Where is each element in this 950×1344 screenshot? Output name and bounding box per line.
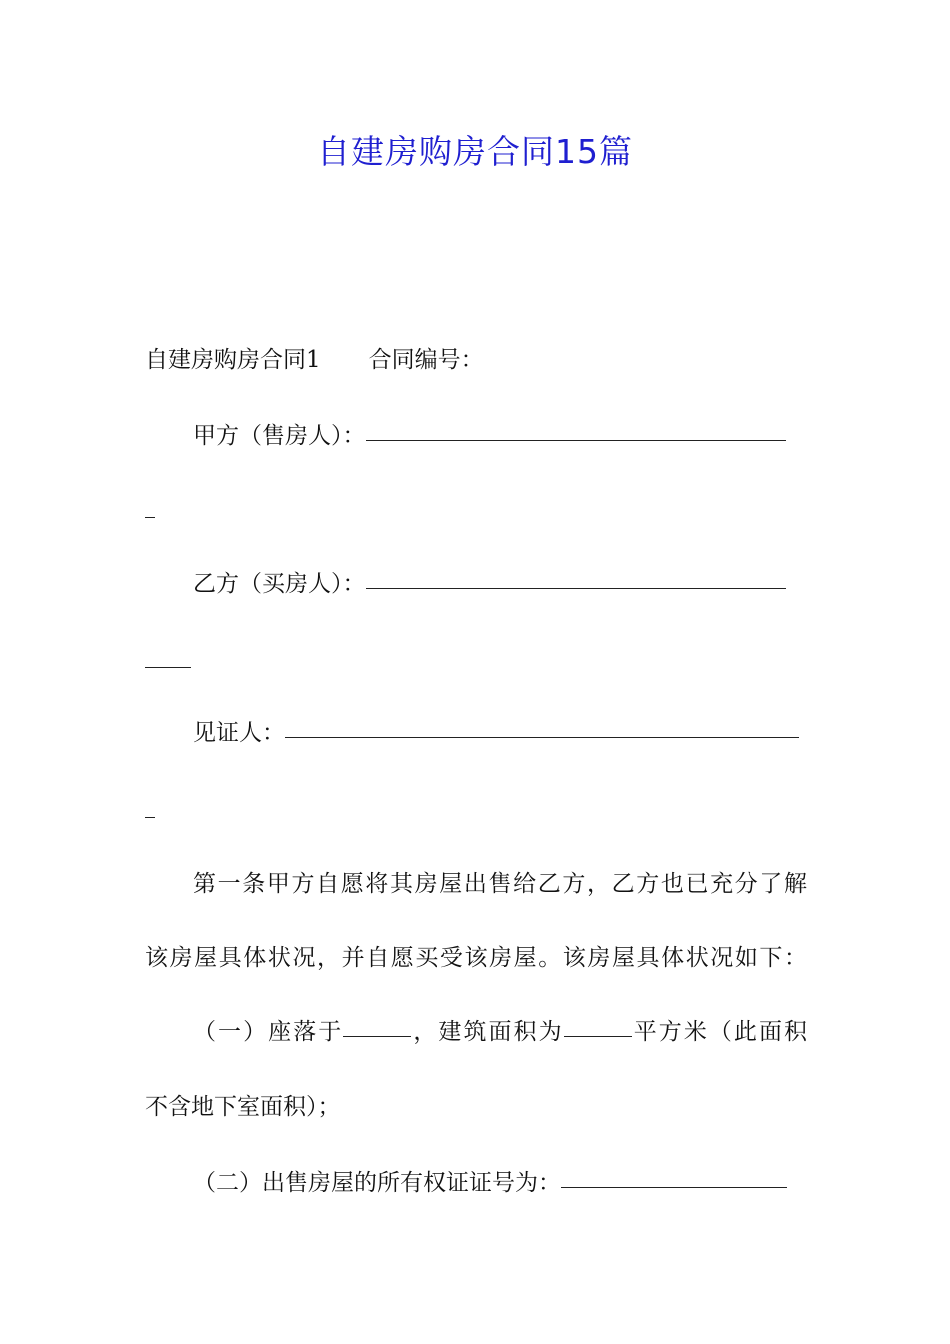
party-a-blank-continuation (145, 517, 155, 518)
article1-line2: 该房屋具体状况，并自愿买受该房屋。该房屋具体状况如下： (145, 945, 807, 971)
party-b-row (193, 566, 786, 602)
contract-name: 自建房购房合同1 (145, 347, 321, 373)
article1-line1: 第一条甲方自愿将其房屋出售给乙方，乙方也已充分了解 (193, 871, 807, 897)
witness-blank[interactable] (285, 737, 799, 738)
item1-mid: ，建筑面积为 (411, 1019, 564, 1045)
item1-line2: 不含地下室面积）； (145, 1094, 341, 1120)
document-title: 自建房购房合同15篇 (317, 132, 633, 171)
item2-label: （二）出售房屋的所有权证证号为： (193, 1170, 561, 1196)
location-blank[interactable] (343, 1036, 411, 1037)
witness-label: 见证人： (193, 720, 285, 746)
party-a-row (193, 418, 786, 454)
contract-heading (145, 342, 484, 378)
witness-row (193, 715, 799, 751)
item2-row (193, 1165, 787, 1201)
item1-prefix: （一）座落于 (193, 1019, 344, 1045)
party-a-blank[interactable] (366, 440, 786, 441)
party-a-label: 甲方（售房人）： (193, 423, 366, 449)
certificate-number-blank[interactable] (561, 1187, 787, 1188)
party-b-blank[interactable] (366, 588, 786, 589)
witness-blank-continuation (145, 817, 155, 818)
party-b-blank-continuation (145, 667, 191, 668)
item1-line1 (193, 1014, 807, 1050)
item1-suffix: 平方米（此面积 (631, 1019, 808, 1045)
area-blank[interactable] (564, 1036, 632, 1037)
party-b-label: 乙方（买房人）： (193, 571, 366, 597)
contract-number-label: 合同编号： (368, 347, 484, 373)
